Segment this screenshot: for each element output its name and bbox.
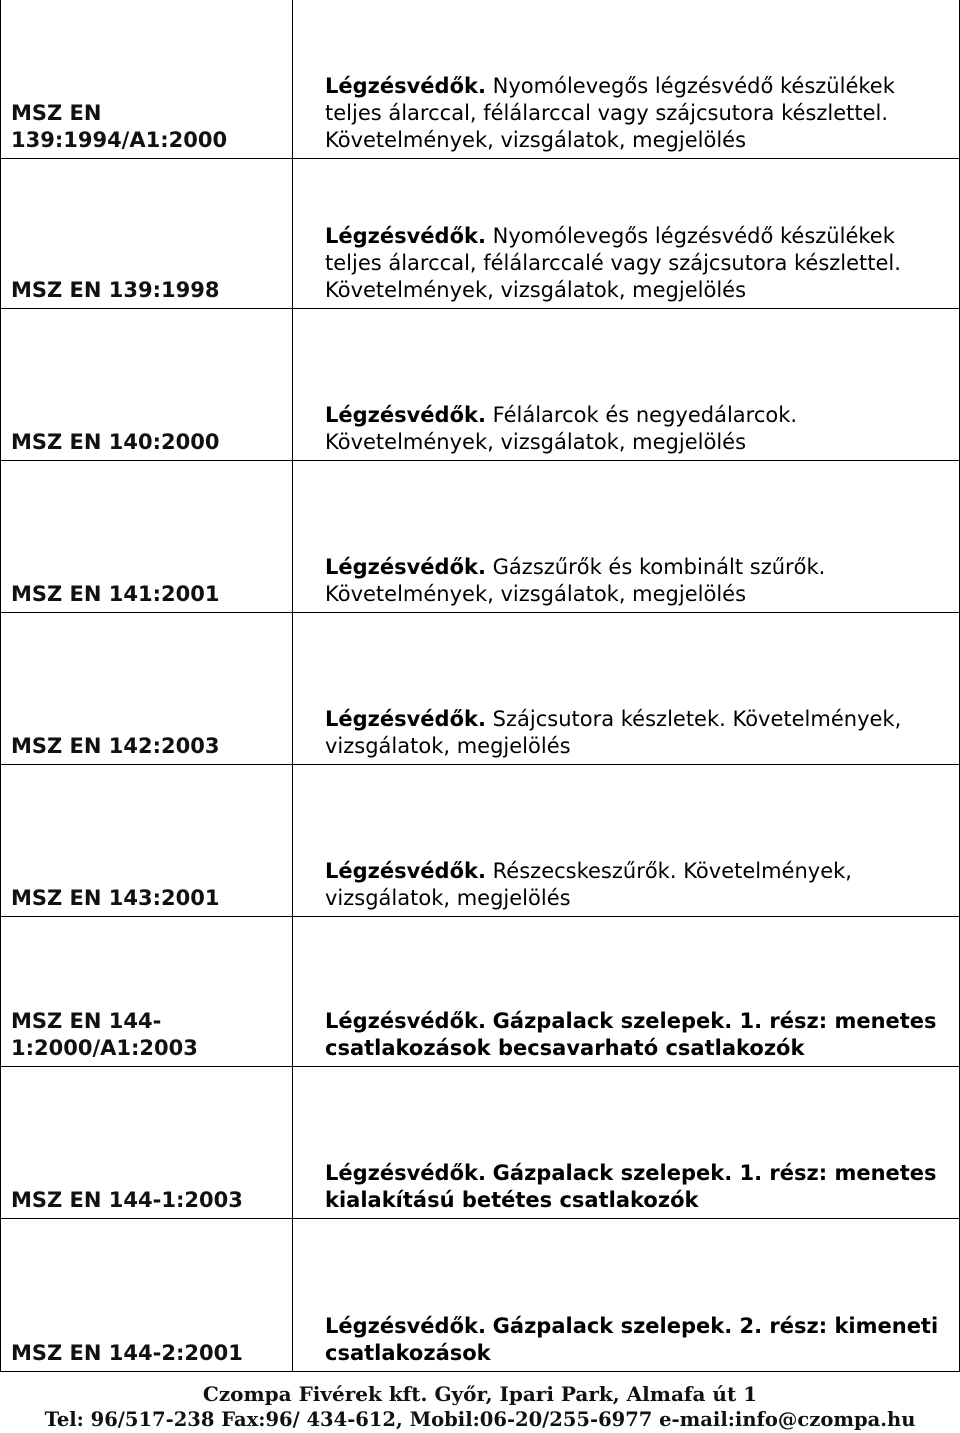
standard-code: MSZ EN 140:2000 xyxy=(1,308,293,460)
description-rest: Gázpalack szelepek. 1. rész: menetes kialakítású betétes csatlakozók xyxy=(325,1160,937,1212)
standard-code: MSZ EN 143:2001 xyxy=(1,764,293,916)
footer-company: Czompa Fivérek kft. Győr, Ipari Park, Almafa út 1 xyxy=(202,1382,758,1406)
standard-description xyxy=(293,0,960,158)
table-row xyxy=(1,764,960,916)
standard-description xyxy=(293,1066,960,1218)
table-row xyxy=(1,308,960,460)
description-rest: Gázpalack szelepek. 1. rész: menetes csatlakozások becsavarható csatlakozók xyxy=(325,1008,937,1060)
table-row xyxy=(1,916,960,1066)
standard-description xyxy=(293,308,960,460)
description-lead: Légzésvédők. xyxy=(325,1008,486,1033)
table-row xyxy=(1,0,960,158)
description-lead: Légzésvédők. xyxy=(325,1313,486,1338)
description-rest: Szájcsutora készletek. Követelmények, vizsgálatok, megjelölés xyxy=(325,706,902,758)
standard-description xyxy=(293,1218,960,1371)
standard-code: MSZ EN 142:2003 xyxy=(1,612,293,764)
description-lead: Légzésvédők. xyxy=(325,1160,486,1185)
standard-description xyxy=(293,916,960,1066)
table-row xyxy=(1,158,960,308)
footer-contact: Tel: 96/517-238 Fax:96/ 434-612, Mobil:06-20/255-6977 e-mail:info@czompa.hu xyxy=(44,1408,916,1431)
description-rest: Nyomólevegős légzésvédő készülékek teljes álarccal, félálarccal vagy szájcsutora készlettel. Követelmények, vizsgálatok, megjelölés xyxy=(325,73,895,152)
standard-code: MSZ EN 144-2:2001 xyxy=(1,1218,293,1371)
standard-code: MSZ EN 144-1:2003 xyxy=(1,1066,293,1218)
standard-description xyxy=(293,460,960,612)
standard-code: MSZ EN 139:1994/A1:2000 xyxy=(1,0,293,158)
description-lead: Légzésvédők. xyxy=(325,706,486,731)
description-rest: Részecskeszűrők. Követelmények, vizsgálatok, megjelölés xyxy=(325,858,852,910)
standard-code: MSZ EN 141:2001 xyxy=(1,460,293,612)
description-lead: Légzésvédők. xyxy=(325,402,486,427)
table-row xyxy=(1,612,960,764)
standard-description xyxy=(293,158,960,308)
description-lead: Légzésvédők. xyxy=(325,554,486,579)
description-rest: Gázpalack szelepek. 2. rész: kimeneti csatlakozások xyxy=(325,1313,939,1365)
description-lead: Légzésvédők. xyxy=(325,858,486,883)
table-row xyxy=(1,1066,960,1218)
description-rest: Gázszűrők és kombinált szűrők. Követelmények, vizsgálatok, megjelölés xyxy=(325,554,826,606)
table-row xyxy=(1,1218,960,1371)
standard-code: MSZ EN 139:1998 xyxy=(1,158,293,308)
table-row xyxy=(1,460,960,612)
standard-code: MSZ EN 144-1:2000/A1:2003 xyxy=(1,916,293,1066)
description-rest: Félálarcok és negyedálarcok. Követelmények, vizsgálatok, megjelölés xyxy=(325,402,798,454)
standard-description xyxy=(293,764,960,916)
description-lead: Légzésvédők. xyxy=(325,223,486,248)
description-rest: Nyomólevegős légzésvédő készülékek teljes álarccal, félálarccalé vagy szájcsutora készlettel. Követelmények, vizsgálatok, megjelölés xyxy=(325,223,901,302)
description-lead: Légzésvédők. xyxy=(325,73,486,98)
standard-description xyxy=(293,612,960,764)
